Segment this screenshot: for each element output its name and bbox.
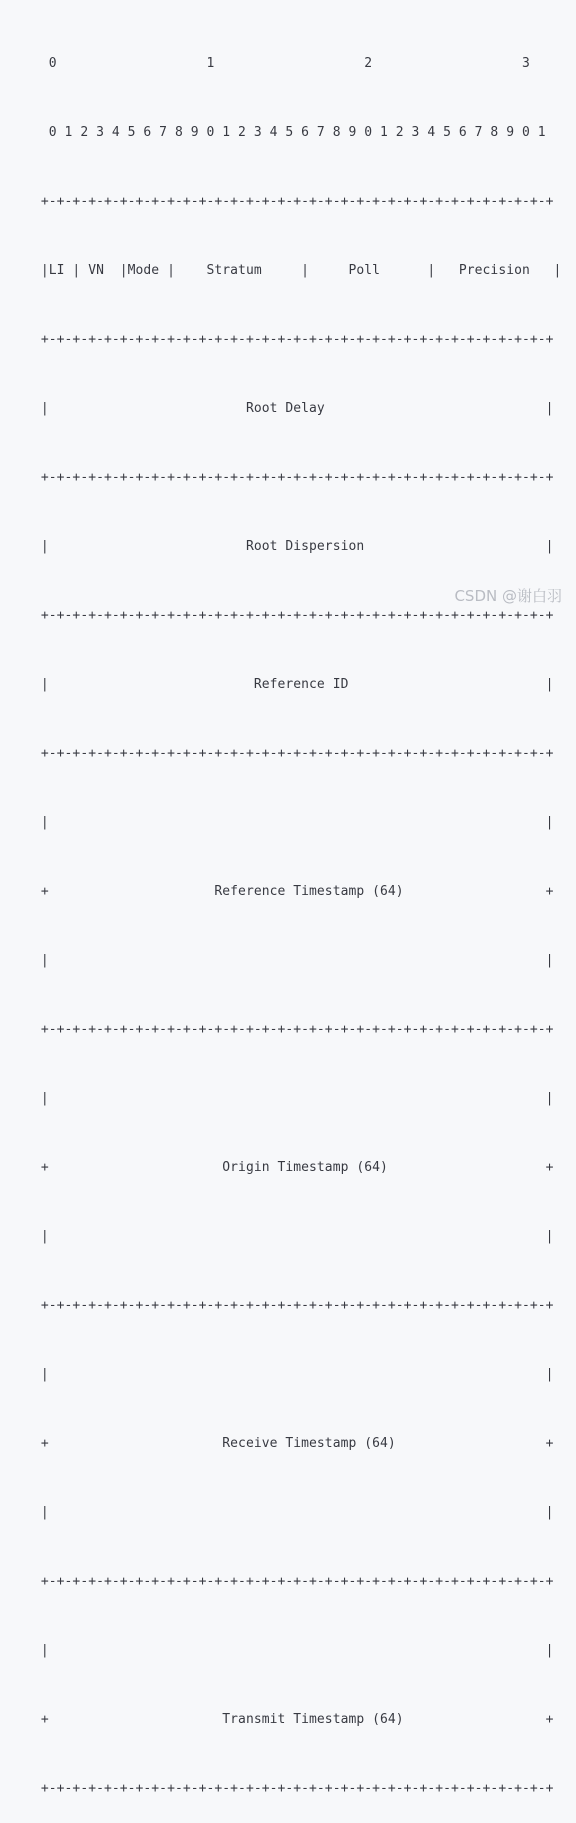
transmit-timestamp-top: | |	[33, 1643, 554, 1658]
watermark: CSDN @谢白羽	[454, 587, 562, 605]
bit-index-tens-row: 0 1 2 3	[33, 56, 530, 71]
li-vn-mode-stratum-poll-precision-row: |LI | VN |Mode | Stratum | Poll | Precision |	[33, 263, 562, 278]
origin-timestamp-row: + Origin Timestamp (64) +	[33, 1160, 554, 1175]
row-border: +-+-+-+-+-+-+-+-+-+-+-+-+-+-+-+-+-+-+-+-+-+-+-+-+-+-+-+-+-+-+-+-+	[33, 1022, 554, 1037]
receive-timestamp-bottom: | |	[33, 1505, 554, 1520]
row-border: +-+-+-+-+-+-+-+-+-+-+-+-+-+-+-+-+-+-+-+-+-+-+-+-+-+-+-+-+-+-+-+-+	[33, 194, 554, 209]
reference-timestamp-bottom: | |	[33, 953, 554, 968]
row-border: +-+-+-+-+-+-+-+-+-+-+-+-+-+-+-+-+-+-+-+-+-+-+-+-+-+-+-+-+-+-+-+-+	[33, 470, 554, 485]
receive-timestamp-row: + Receive Timestamp (64) +	[33, 1436, 554, 1451]
origin-timestamp-top: | |	[33, 1091, 554, 1106]
reference-id-row: | Reference ID |	[33, 677, 554, 692]
transmit-timestamp-row: + Transmit Timestamp (64) +	[33, 1712, 554, 1727]
row-border: +-+-+-+-+-+-+-+-+-+-+-+-+-+-+-+-+-+-+-+-+-+-+-+-+-+-+-+-+-+-+-+-+	[33, 332, 554, 347]
origin-timestamp-bottom: | |	[33, 1229, 554, 1244]
reference-timestamp-top: | |	[33, 815, 554, 830]
reference-timestamp-row: + Reference Timestamp (64) +	[33, 884, 554, 899]
root-dispersion-row: | Root Dispersion |	[33, 539, 554, 554]
root-delay-row: | Root Delay |	[33, 401, 554, 416]
row-border: +-+-+-+-+-+-+-+-+-+-+-+-+-+-+-+-+-+-+-+-+-+-+-+-+-+-+-+-+-+-+-+-+	[33, 1298, 554, 1313]
ntp-packet-header-diagram	[33, 6, 561, 1823]
row-border: +-+-+-+-+-+-+-+-+-+-+-+-+-+-+-+-+-+-+-+-+-+-+-+-+-+-+-+-+-+-+-+-+	[33, 746, 554, 761]
row-border: +-+-+-+-+-+-+-+-+-+-+-+-+-+-+-+-+-+-+-+-+-+-+-+-+-+-+-+-+-+-+-+-+	[33, 1574, 554, 1589]
receive-timestamp-top: | |	[33, 1367, 554, 1382]
bit-index-units-row: 0 1 2 3 4 5 6 7 8 9 0 1 2 3 4 5 6 7 8 9 0 1 2 3 4 5 6 7 8 9 0 1	[33, 125, 546, 140]
row-border: +-+-+-+-+-+-+-+-+-+-+-+-+-+-+-+-+-+-+-+-+-+-+-+-+-+-+-+-+-+-+-+-+	[33, 608, 554, 623]
row-border: +-+-+-+-+-+-+-+-+-+-+-+-+-+-+-+-+-+-+-+-+-+-+-+-+-+-+-+-+-+-+-+-+	[33, 1781, 554, 1796]
